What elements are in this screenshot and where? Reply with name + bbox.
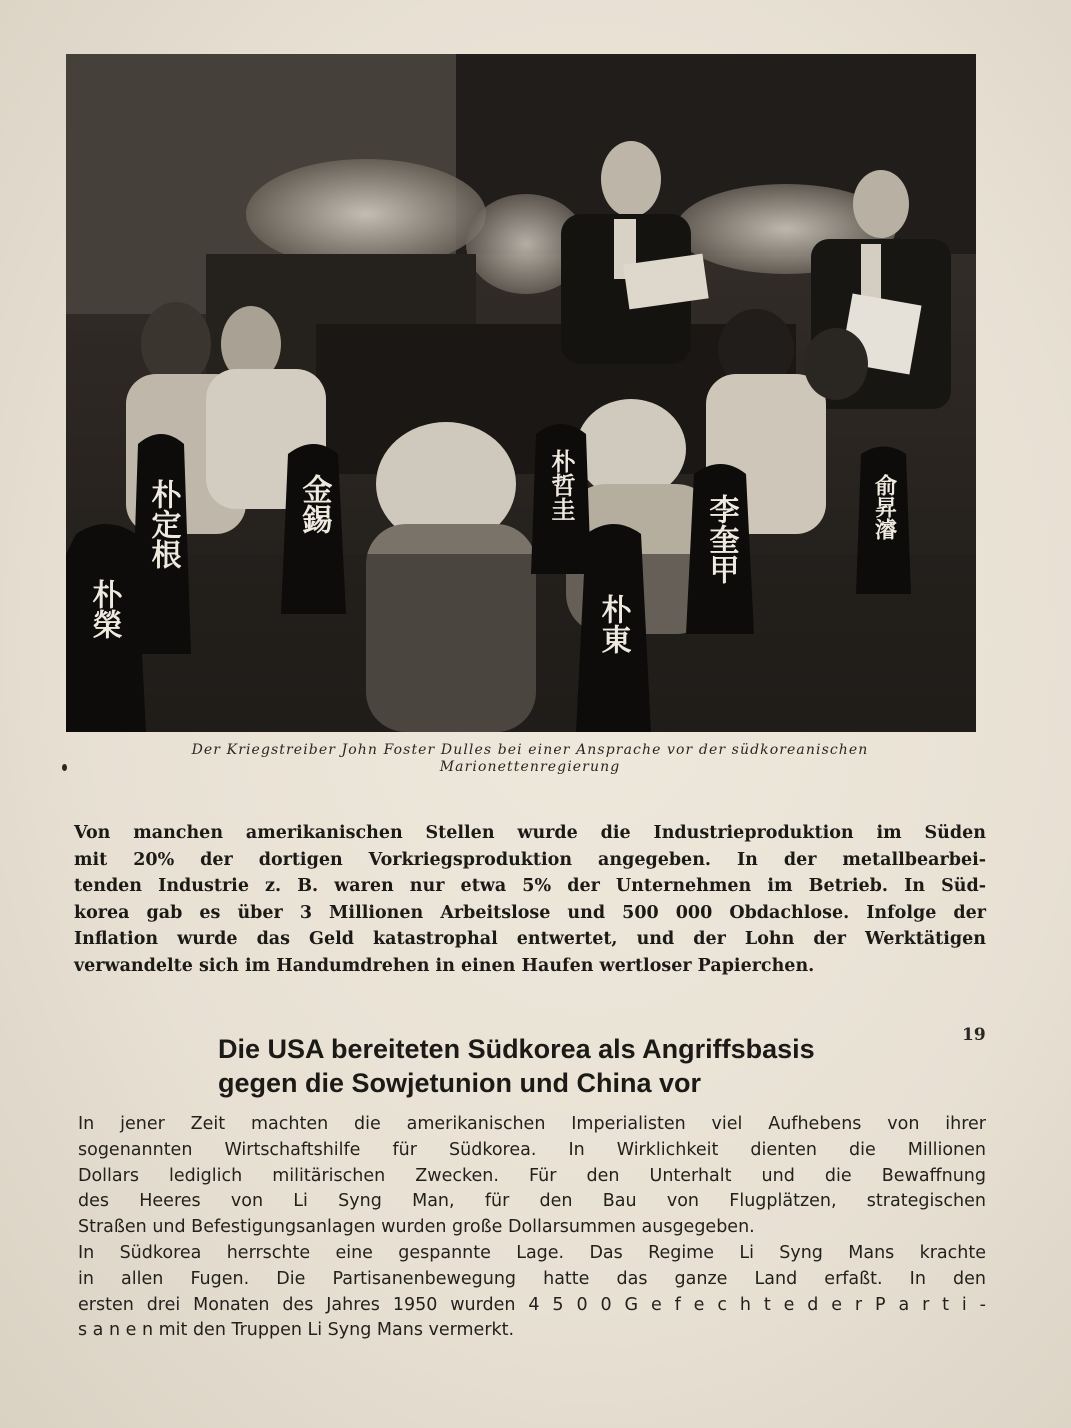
intro-line: Von manchen amerikanischen Stellen wurde die Industrieproduktion im Süden [74, 823, 986, 843]
banner-label-3: 朴哲圭 [547, 449, 575, 521]
caption-line-2: Marionettenregierung [439, 759, 621, 775]
caption-line-1: Der Kriegstreiber John Foster Dulles bei einer Ansprache vor der südkoreanischen [191, 742, 869, 758]
photograph-dulles-speech [66, 54, 976, 732]
intro-line: verwandelte sich im Handumdrehen in einen Haufen wertloser Papierchen. [74, 955, 815, 976]
heading-line-2: gegen die Sowjetunion und China vor [218, 1068, 702, 1098]
section-heading [218, 1032, 998, 1100]
heading-line-1: Die USA bereiteten Südkorea als Angriffsbasis [218, 1034, 815, 1064]
body-paragraph [78, 1112, 986, 1344]
banner-label-1: 朴定根 [145, 479, 181, 569]
body-line: ersten drei Monaten des Jahres 1950 wurden 4 5 0 0 G e f e c h t e d e r P a r t i - [78, 1294, 986, 1315]
banner-label-4: 李奎甲 [703, 494, 739, 584]
intro-line: tenden Industrie z. B. waren nur etwa 5% der Unternehmen im Betrieb. In Süd- [74, 876, 986, 896]
photo-illustration [66, 54, 976, 732]
banner-label-7: 朴榮 [86, 579, 122, 639]
print-speck [62, 764, 67, 771]
intro-line: mit 20% der dortigen Vorkriegsproduktion angegeben. In der metallbearbei- [74, 849, 986, 870]
body-line: sogenannten Wirtschaftshilfe für Südkorea. In Wirklichkeit dienten die Millionen [78, 1139, 986, 1160]
photo-caption [90, 742, 970, 776]
banner-label-6: 朴東 [595, 594, 631, 654]
body-line: In jener Zeit machten die amerikanischen Imperialisten viel Aufhebens von ihrer [78, 1114, 986, 1134]
body-line: s a n e n mit den Truppen Li Syng Mans vermerkt. [78, 1320, 515, 1341]
intro-line: korea gab es über 3 Millionen Arbeitslose und 500 000 Obdachlose. Infolge der [74, 902, 986, 923]
page-number: 19 [962, 1025, 986, 1045]
banner-label-2: 金錫 [296, 474, 332, 534]
banner-label-5: 俞昇濬 [871, 474, 897, 540]
body-line: Straßen und Befestigungsanlagen wurden große Dollarsummen ausgegeben. [78, 1217, 755, 1238]
intro-paragraph [74, 820, 986, 979]
intro-line: Inflation wurde das Geld katastrophal entwertet, und der Lohn der Werktätigen [74, 929, 986, 949]
body-line: In Südkorea herrschte eine gespannte Lage. Das Regime Li Syng Mans krachte [78, 1242, 986, 1263]
body-line: Dollars lediglich militärischen Zwecken. Für den Unterhalt und die Bewaffnung [78, 1165, 986, 1186]
body-line: des Heeres von Li Syng Man, für den Bau von Flugplätzen, strategischen [78, 1191, 986, 1212]
body-line: in allen Fugen. Die Partisanenbewegung hatte das ganze Land erfaßt. In den [78, 1268, 986, 1289]
